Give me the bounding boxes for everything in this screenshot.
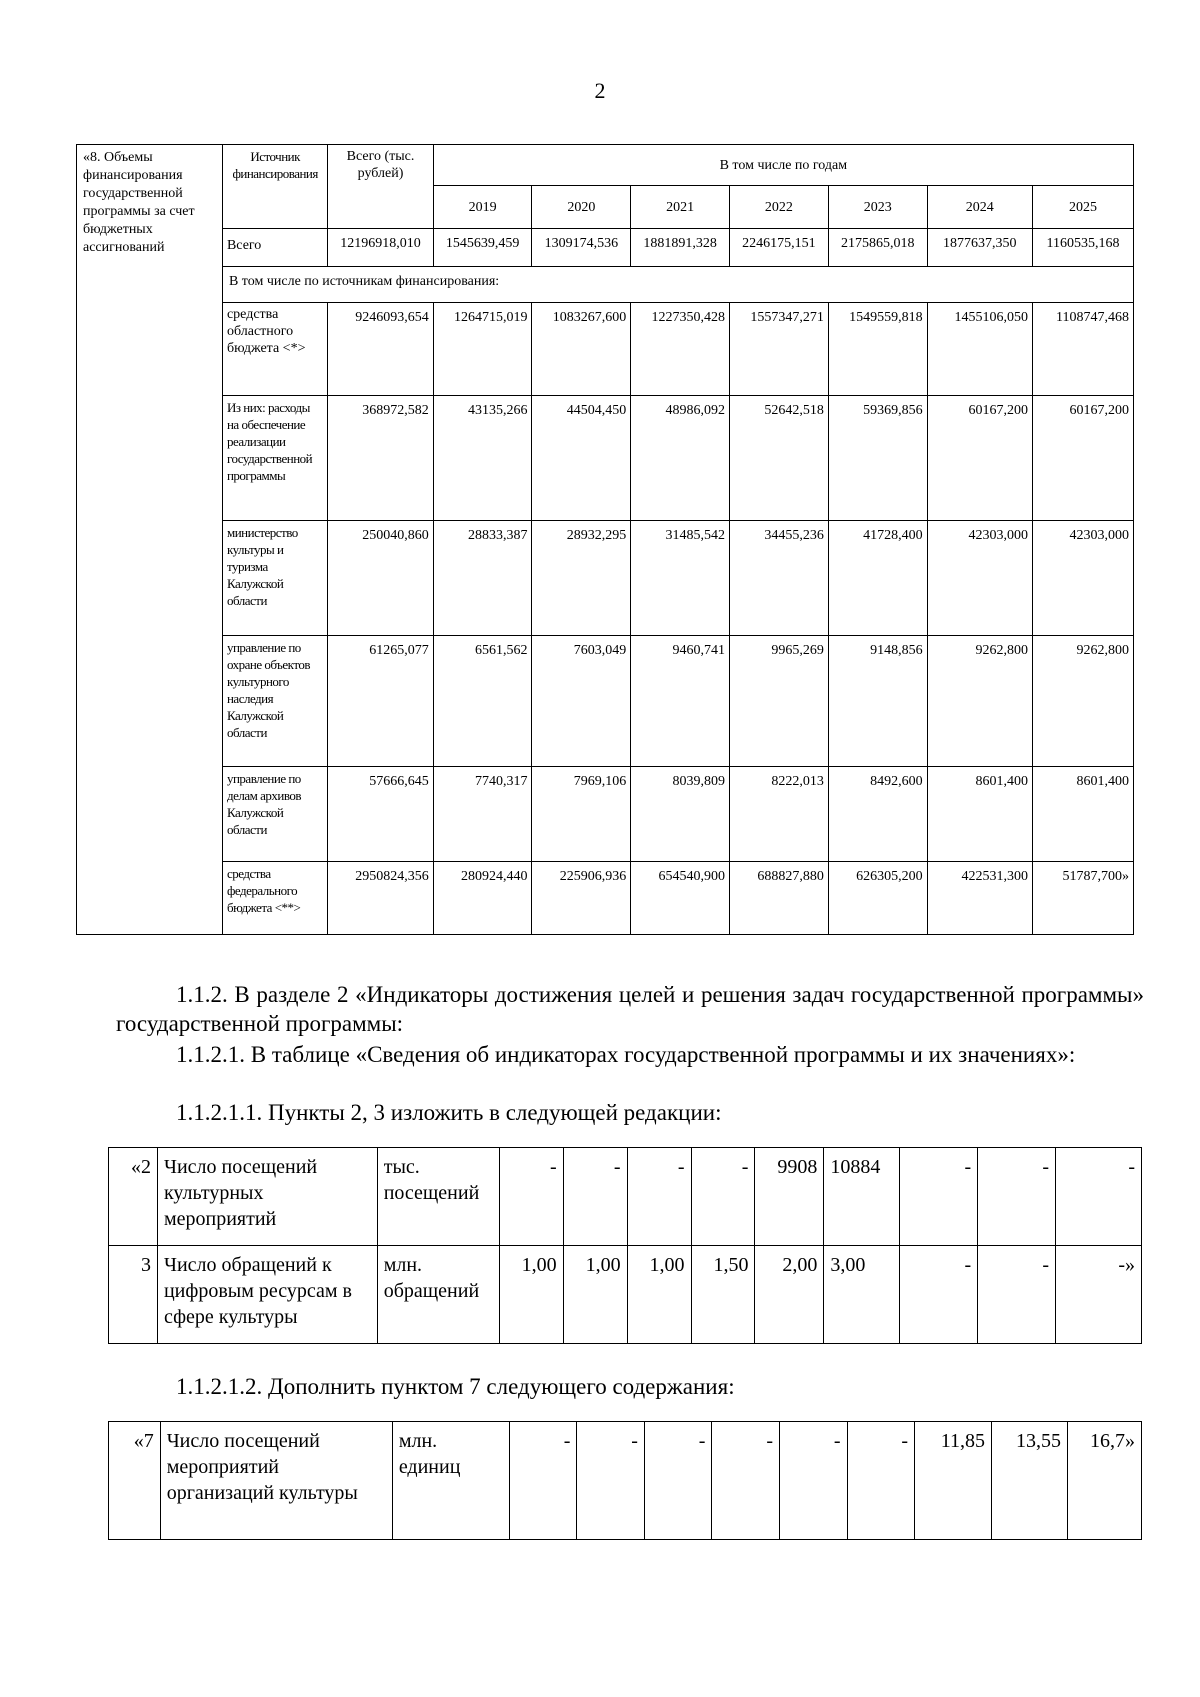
table-row — [77, 303, 1134, 396]
value-cell: 41728,400 — [828, 521, 927, 636]
page-number: 2 — [594, 78, 606, 103]
table-row — [109, 1148, 1142, 1246]
value-cell: 28833,387 — [433, 521, 532, 636]
table-row — [109, 1246, 1142, 1344]
value-cell: 6561,562 — [433, 636, 532, 767]
paragraph-1-1-2-1-2: 1.1.2.1.2. Дополнить пунктом 7 следующего содержания: — [176, 1374, 735, 1399]
value-cell: 7969,106 — [532, 767, 631, 862]
indicator-value: - — [847, 1422, 915, 1540]
value-cell: 422531,300 — [927, 862, 1032, 935]
year-header: 2024 — [927, 186, 1032, 229]
value-cell: 1083267,600 — [532, 303, 631, 396]
by-years-header: В том числе по годам — [433, 145, 1133, 186]
indicator-value: - — [499, 1148, 563, 1246]
source-label: средства областного бюджета <*> — [222, 303, 327, 396]
year-header: 2021 — [631, 186, 730, 229]
indicator-value: - — [978, 1148, 1056, 1246]
indicator-value: 1,00 — [499, 1246, 563, 1344]
table-row — [77, 396, 1134, 521]
value-cell: 9965,269 — [730, 636, 829, 767]
table-row — [77, 862, 1134, 935]
indicator-name: Число обращений к цифровым ресурсам в сфере культуры — [157, 1246, 377, 1344]
value-cell: 8601,400 — [927, 767, 1032, 862]
value-cell: 61265,077 — [328, 636, 433, 767]
total-cell: 1545639,459 — [433, 229, 532, 267]
value-cell: 59369,856 — [828, 396, 927, 521]
indicator-value: 2,00 — [755, 1246, 824, 1344]
value-cell: 9246093,654 — [328, 303, 433, 396]
paragraph-1-1-2-1-1: 1.1.2.1.1. Пункты 2, 3 изложить в следующей редакции: — [176, 1100, 722, 1125]
value-cell: 368972,582 — [328, 396, 433, 521]
value-cell: 42303,000 — [927, 521, 1032, 636]
total-cell: 1877637,350 — [927, 229, 1032, 267]
value-cell: 7603,049 — [532, 636, 631, 767]
year-header: 2025 — [1032, 186, 1133, 229]
indicator-value: 3,00 — [824, 1246, 900, 1344]
value-cell: 43135,266 — [433, 396, 532, 521]
value-cell: 52642,518 — [730, 396, 829, 521]
value-cell: 9460,741 — [631, 636, 730, 767]
value-cell: 654540,900 — [631, 862, 730, 935]
year-header: 2020 — [532, 186, 631, 229]
value-cell: 250040,860 — [328, 521, 433, 636]
value-cell: 2950824,356 — [328, 862, 433, 935]
value-cell: 28932,295 — [532, 521, 631, 636]
paragraph-1-1-2-1: 1.1.2.1. В таблице «Сведения об индикаторах государственной программы и их значениях»: — [176, 1042, 1076, 1067]
table-row — [77, 521, 1134, 636]
value-cell: 1455106,050 — [927, 303, 1032, 396]
indicator-unit: тыс. посещений — [377, 1148, 499, 1246]
value-cell: 8601,400 — [1032, 767, 1133, 862]
paragraph-1-1-2: 1.1.2. В разделе 2 «Индикаторы достижения целей и решения задач государственной программы» государственной программы: — [116, 982, 1144, 1036]
value-cell: 1264715,019 — [433, 303, 532, 396]
indicator-value: 10884 — [824, 1148, 900, 1246]
indicator-value: 13,55 — [992, 1422, 1068, 1540]
indicator-value: - — [691, 1148, 755, 1246]
value-cell: 225906,936 — [532, 862, 631, 935]
value-cell: 44504,450 — [532, 396, 631, 521]
indicator-value: 11,85 — [915, 1422, 992, 1540]
source-column-header: Источник финансирования — [222, 145, 327, 229]
value-cell: 9148,856 — [828, 636, 927, 767]
total-cell: 2175865,018 — [828, 229, 927, 267]
total-cell: 12196918,010 — [328, 229, 433, 267]
indicator-value: 1,00 — [627, 1246, 691, 1344]
indicator-value: 16,7» — [1068, 1422, 1142, 1540]
total-cell: 2246175,151 — [730, 229, 829, 267]
indicators-table-2 — [108, 1421, 1142, 1540]
value-cell: 1557347,271 — [730, 303, 829, 396]
indicator-value: - — [779, 1422, 847, 1540]
indicator-number: «7 — [109, 1422, 161, 1540]
total-column-header: Всего (тыс. рублей) — [328, 145, 433, 229]
value-cell: 1227350,428 — [631, 303, 730, 396]
value-cell: 688827,880 — [730, 862, 829, 935]
indicator-name: Число посещений культурных мероприятий — [157, 1148, 377, 1246]
indicator-number: «2 — [109, 1148, 158, 1246]
value-cell: 42303,000 — [1032, 521, 1133, 636]
value-cell: 48986,092 — [631, 396, 730, 521]
value-cell: 51787,700» — [1032, 862, 1133, 935]
year-header: 2023 — [828, 186, 927, 229]
source-label: средства федерального бюджета <**> — [222, 862, 327, 935]
year-header: 2022 — [730, 186, 829, 229]
value-cell: 8492,600 — [828, 767, 927, 862]
indicator-value: - — [563, 1148, 627, 1246]
indicator-value: -» — [1056, 1246, 1142, 1344]
value-cell: 280924,440 — [433, 862, 532, 935]
total-row-label: Всего — [222, 229, 327, 267]
indicator-value: - — [978, 1246, 1056, 1344]
value-cell: 31485,542 — [631, 521, 730, 636]
total-row — [77, 229, 1134, 267]
indicator-value: 1,00 — [563, 1246, 627, 1344]
value-cell: 626305,200 — [828, 862, 927, 935]
indicator-value: - — [712, 1422, 780, 1540]
indicator-value: - — [900, 1148, 978, 1246]
value-cell: 7740,317 — [433, 767, 532, 862]
indicators-table-1 — [108, 1147, 1142, 1344]
total-cell: 1160535,168 — [1032, 229, 1133, 267]
indicator-value: 1,50 — [691, 1246, 755, 1344]
source-label: управление по делам архивов Калужской области — [222, 767, 327, 862]
financing-section-label: «8. Объемы финансирования государственной программы за счет бюджетных ассигнований — [77, 145, 223, 935]
value-cell: 9262,800 — [1032, 636, 1133, 767]
value-cell: 60167,200 — [1032, 396, 1133, 521]
table-row — [77, 636, 1134, 767]
indicator-value: - — [509, 1422, 577, 1540]
value-cell: 9262,800 — [927, 636, 1032, 767]
source-label: Из них: расходы на обеспечение реализации государственной программы — [222, 396, 327, 521]
indicator-number: 3 — [109, 1246, 158, 1344]
source-label: министерство культуры и туризма Калужской области — [222, 521, 327, 636]
value-cell: 1108747,468 — [1032, 303, 1133, 396]
indicator-value: - — [577, 1422, 645, 1540]
table-row — [77, 767, 1134, 862]
indicator-name: Число посещений мероприятий организаций культуры — [160, 1422, 392, 1540]
indicator-unit: млн. обращений — [377, 1246, 499, 1344]
value-cell: 8039,809 — [631, 767, 730, 862]
by-sources-label: В том числе по источникам финансирования: — [222, 267, 1133, 303]
indicator-value: - — [1056, 1148, 1142, 1246]
source-label: управление по охране объектов культурного наследия Калужской области — [222, 636, 327, 767]
value-cell: 57666,645 — [328, 767, 433, 862]
total-cell: 1309174,536 — [532, 229, 631, 267]
total-cell: 1881891,328 — [631, 229, 730, 267]
indicator-value: 9908 — [755, 1148, 824, 1246]
indicator-value: - — [644, 1422, 712, 1540]
financing-table — [76, 144, 1134, 935]
value-cell: 60167,200 — [927, 396, 1032, 521]
indicator-value: - — [627, 1148, 691, 1246]
indicator-value: - — [900, 1246, 978, 1344]
value-cell: 8222,013 — [730, 767, 829, 862]
indicator-unit: млн. единиц — [392, 1422, 509, 1540]
value-cell: 34455,236 — [730, 521, 829, 636]
year-header: 2019 — [433, 186, 532, 229]
value-cell: 1549559,818 — [828, 303, 927, 396]
table-row — [109, 1422, 1142, 1540]
